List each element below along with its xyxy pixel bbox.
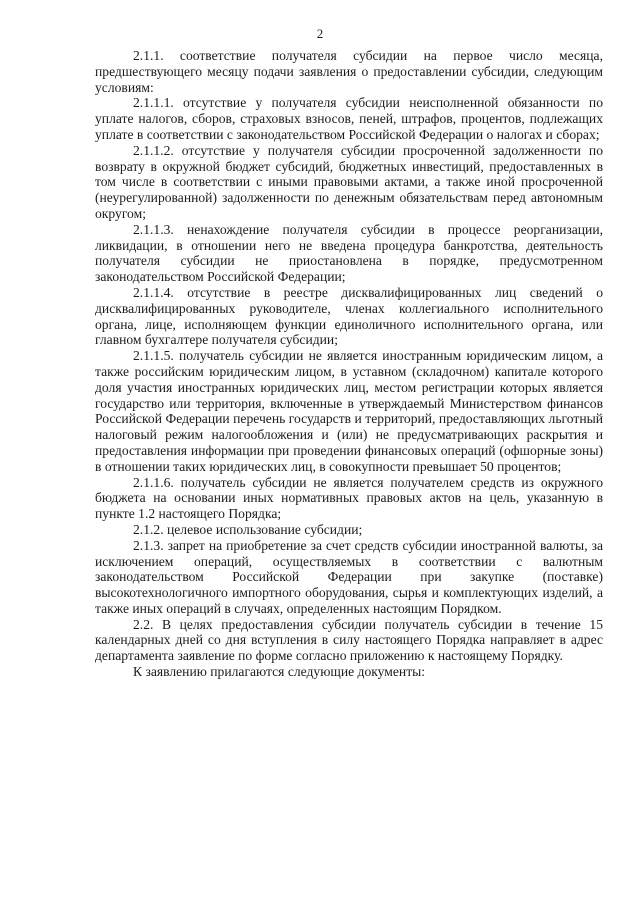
paragraph-2-1-1: 2.1.1. соответствие получателя субсидии на первое число месяца, предшествующего месяцу подачи заявления о предоставлении субсидии, следующим условиям:	[95, 48, 603, 95]
paragraph-2-1-3: 2.1.3. запрет на приобретение за счет средств субсидии иностранной валюты, за исключением операций, осуществляемых в соответствии с валютным законодательством Российской Федерации при закупке (поставке) высокотехнологичного импортного оборудования, сырья и комплектующих изделий, а также иных операций в случаях, определенных настоящим Порядком.	[95, 537, 603, 616]
paragraph-2-1-1-5: 2.1.1.5. получатель субсидии не является иностранным юридическим лицом, а также российским юридическим лицом, в уставном (складочном) капитале которого доля участия иностранных юридических лиц, местом регистрации которых является государство или территория, включенные в утверждаемый Министерством финансов Российской Федерации перечень государств и территорий, предоставляющих льготный налоговый режим налогообложения и (или) не предусматривающих раскрытия и предоставления информации при проведении финансовых операций (офшорные зоны) в отношении таких юридических лиц, в совокупности превышает 50 процентов;	[95, 348, 603, 474]
paragraph-2-1-1-4: 2.1.1.4. отсутствие в реестре дисквалифицированных лиц сведений о дисквалифицированных руководителе, членах коллегиального исполнительного органа, лице, исполняющем функции единоличного исполнительного органа, или главном бухгалтере получателя субсидии;	[95, 284, 603, 348]
paragraph-2-1-1-2: 2.1.1.2. отсутствие у получателя субсидии просроченной задолженности по возврату в окружной бюджет субсидий, бюджетных инвестиций, предоставленных в том числе в соответствии с иными правовыми актами, а также иной просроченной (неурегулированной) задолженности по денежным обязательствам перед автономным округом;	[95, 142, 603, 221]
paragraph-2-1-1-3: 2.1.1.3. ненахождение получателя субсидии в процессе реорганизации, ликвидации, в отношении него не введена процедура банкротства, деятельность получателя субсидии не приостановлена в порядке, предусмотренном законодательством Российской Федерации;	[95, 221, 603, 285]
paragraph-2-1-1-1: 2.1.1.1. отсутствие у получателя субсидии неисполненной обязанности по уплате налогов, сборов, страховых взносов, пеней, штрафов, процентов, подлежащих уплате в соответствии с законодательством Российской Федерации о налогах и сборах;	[95, 95, 603, 142]
page-number: 2	[316, 26, 324, 41]
paragraph-2-1-2: 2.1.2. целевое использование субсидии;	[133, 521, 363, 537]
paragraph-2-2: 2.2. В целях предоставления субсидии получатель субсидии в течение 15 календарных дней со дня вступления в силу настоящего Порядка направляет в адрес департамента заявление по форме согласно приложению к настоящему Порядку.	[95, 616, 603, 664]
paragraph-2-1-1-6: 2.1.1.6. получатель субсидии не является получателем средств из окружного бюджета на основании иных нормативных правовых актов на цель, указанную в пункте 1.2 настоящего Порядка;	[95, 474, 603, 522]
paragraph-attachments-intro: К заявлению прилагаются следующие документы:	[133, 664, 426, 680]
document-body	[95, 48, 603, 680]
